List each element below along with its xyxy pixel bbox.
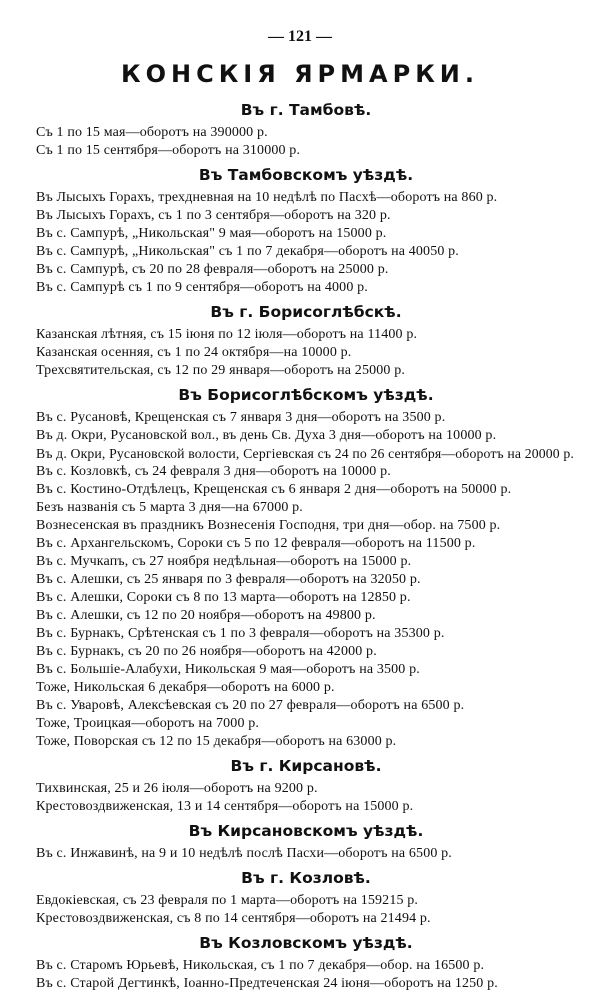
fair-entry: Тихвинская, 25 и 26 іюля—оборотъ на 9200 р. — [36, 781, 318, 796]
fair-entry: Въ с. Старой Дегтинкѣ, Іоанно-Предтеченская 24 іюня—оборотъ на 1250 р. — [36, 976, 498, 991]
fair-entry: Съ 1 по 15 мая—оборотъ на 390000 р. — [36, 125, 268, 140]
section-heading: Въ г. Тамбовѣ. — [240, 101, 372, 119]
fair-entry: Крестовоздвиженская, 13 и 14 сентября—оборотъ на 15000 р. — [36, 799, 414, 814]
fair-entry: Въ с. Старомъ Юрьевѣ, Никольская, съ 1 по 7 декабря—обор. на 16500 р. — [36, 958, 485, 973]
fair-list — [36, 95, 576, 997]
fair-entry: Вознесенская въ праздникъ Вознесенія Господня, три дня—обор. на 7500 р. — [36, 518, 501, 533]
fair-entry: Казанская осенняя, съ 1 по 24 октября—на 10000 р. — [36, 345, 352, 360]
fair-entry: Въ с. Алешки, съ 12 по 20 ноября—оборотъ на 49800 р. — [36, 608, 376, 623]
section-heading: Въ Борисоглѣбскомъ уѣздѣ. — [178, 386, 434, 404]
fair-entry: Съ 1 по 15 сентября—оборотъ на 310000 р. — [36, 143, 301, 158]
fair-entry: Крестовоздвиженская, съ 8 по 14 сентября—оборотъ на 21494 р. — [36, 911, 431, 926]
fair-entry: Казанская лѣтняя, съ 15 іюня по 12 іюля—оборотъ на 11400 р. — [36, 327, 418, 342]
entry-list — [36, 957, 576, 993]
fair-section — [36, 385, 576, 751]
fair-entry: Въ с. Архангельскомъ, Сороки съ 5 по 12 февраля—оборотъ на 11500 р. — [36, 536, 476, 551]
fair-entry: Въ с. Сампурѣ, съ 20 по 28 февраля—оборотъ на 25000 р. — [36, 262, 389, 277]
page-number: — 121 — — [268, 28, 332, 45]
fair-entry: Въ с. Сампурѣ, „Никольская" 9 мая—оборотъ на 15000 р. — [36, 226, 387, 241]
fair-section — [36, 756, 576, 816]
fair-entry: Въ д. Окри, Русановской волости, Сергіевская съ 24 по 26 сентября—оборотъ на 20000 р. — [36, 446, 575, 461]
fair-entry: Тоже, Поворская съ 12 по 15 декабря—оборотъ на 63000 р. — [36, 734, 397, 749]
fair-section — [36, 100, 576, 160]
fair-entry: Въ с. Большіе-Алабухи, Никольская 9 мая—оборотъ на 3500 р. — [36, 662, 420, 677]
entry-list — [36, 326, 576, 380]
section-heading: Въ г. Борисоглѣбскѣ. — [210, 303, 402, 321]
fair-section — [36, 165, 576, 297]
fair-entry: Въ с. Бурнакъ, Срѣтенская съ 1 по 3 февраля—оборотъ на 35300 р. — [36, 626, 445, 641]
fair-entry: Въ с. Бурнакъ, съ 20 по 26 ноября—оборотъ на 42000 р. — [36, 644, 377, 659]
page-title: КОНСКІЯ ЯРМАРКИ. — [120, 60, 480, 88]
fair-section — [36, 821, 576, 863]
fair-entry: Въ с. Костино-Отдѣлецъ, Крещенская съ 6 января 2 дня—оборотъ на 50000 р. — [36, 482, 512, 497]
entry-list — [36, 892, 576, 928]
section-heading: Въ Козловскомъ уѣздѣ. — [199, 934, 413, 952]
entry-list — [36, 189, 576, 297]
fair-entry: Тоже, Никольская 6 декабря—оборотъ на 6000 р. — [36, 680, 335, 695]
entry-list — [36, 845, 576, 863]
fair-section — [36, 302, 576, 380]
entry-list — [36, 124, 576, 160]
fair-entry: Въ с. Сампурѣ, „Никольская" съ 1 по 7 декабря—оборотъ на 40050 р. — [36, 244, 459, 259]
section-heading: Въ г. Козловѣ. — [241, 869, 371, 887]
entry-list — [36, 409, 576, 751]
fair-entry: Въ д. Окри, Русановской вол., въ день Св. Духа 3 дня—оборотъ на 10000 р. — [36, 428, 497, 443]
fair-entry: Въ с. Козловкѣ, съ 24 февраля 3 дня—оборотъ на 10000 р. — [36, 464, 391, 479]
section-heading: Въ г. Кирсановѣ. — [230, 757, 382, 775]
fair-entry: Въ с. Инжавинѣ, на 9 и 10 недѣлѣ послѣ Пасхи—оборотъ на 6500 р. — [36, 846, 452, 861]
section-heading: Въ Тамбовскомъ уѣздѣ. — [198, 166, 414, 184]
fair-section — [36, 933, 576, 993]
fair-section — [36, 868, 576, 928]
fair-entry: Въ с. Сампурѣ съ 1 по 9 сентября—оборотъ на 4000 р. — [36, 280, 368, 295]
fair-entry: Въ с. Алешки, съ 25 января по 3 февраля—оборотъ на 32050 р. — [36, 572, 421, 587]
entry-list — [36, 780, 576, 816]
fair-entry: Евдокіевская, съ 23 февраля по 1 марта—оборотъ на 159215 р. — [36, 893, 419, 908]
fair-entry: Въ с. Русановѣ, Крещенская съ 7 января 3 дня—оборотъ на 3500 р. — [36, 410, 446, 425]
fair-entry: Безъ названія съ 5 марта 3 дня—на 67000 р. — [36, 500, 303, 515]
fair-entry: Трехсвятительская, съ 12 по 29 января—оборотъ на 25000 р. — [36, 363, 406, 378]
fair-entry: Въ с. Алешки, Сороки съ 8 по 13 марта—оборотъ на 12850 р. — [36, 590, 411, 605]
fair-entry: Въ Лысыхъ Горахъ, трехдневная на 10 недѣлѣ по Пасхѣ—оборотъ на 860 р. — [36, 190, 498, 205]
fair-entry: Въ с. Уваровѣ, Алексѣевская съ 20 по 27 февраля—оборотъ на 6500 р. — [36, 698, 465, 713]
fair-entry: Въ Лысыхъ Горахъ, съ 1 по 3 сентября—оборотъ на 320 р. — [36, 208, 391, 223]
fair-entry: Въ с. Мучкапъ, съ 27 ноября недѣльная—оборотъ на 15000 р. — [36, 554, 412, 569]
section-heading: Въ Кирсановскомъ уѣздѣ. — [188, 822, 424, 840]
fair-entry: Тоже, Троицкая—оборотъ на 7000 р. — [36, 716, 260, 731]
